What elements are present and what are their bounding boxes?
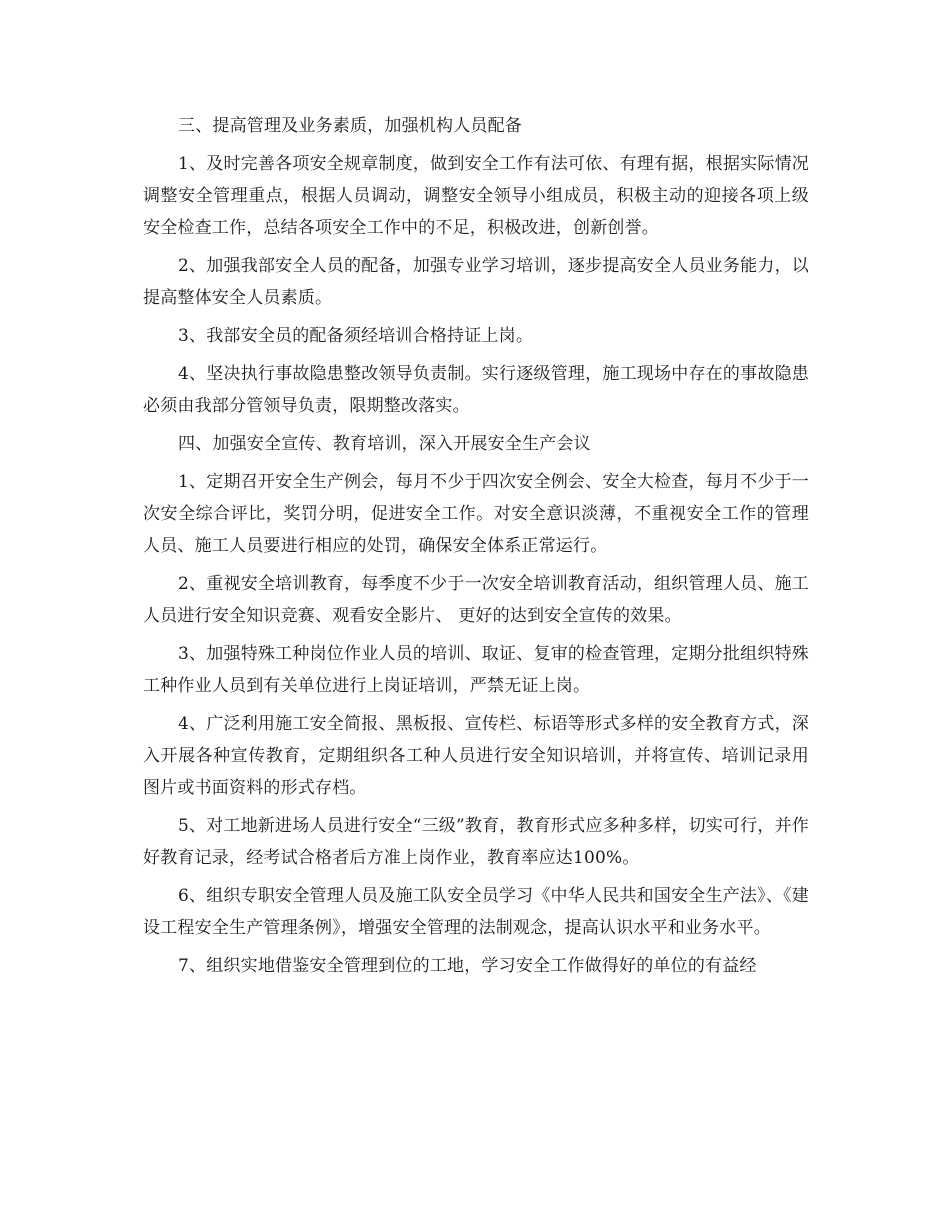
paragraph-3-1: 1、及时完善各项安全规章制度，做到安全工作有法可依、有理有据，根据实际情况调整安全管理重点，根据人员调动，调整安全领导小组成员，积极主动的迎接各项上级安全检查工作，总结各项安全工作中的不足，积极改进，创新创誉。 bbox=[143, 154, 809, 238]
section-heading-4: 四、加强安全宣传、教育培训，深入开展安全生产会议 bbox=[178, 434, 591, 454]
paragraph-4-3: 3、加强特殊工种岗位作业人员的培训、取证、复审的检查管理，定期分批组织特殊工种作业人员到有关单位进行上岗证培训，严禁无证上岗。 bbox=[143, 644, 809, 696]
paragraph-4-2: 2、重视安全培训教育，每季度不少于一次安全培训教育活动，组织管理人员、施工人员进行安全知识竞赛、观看安全影片、 更好的达到安全宣传的效果。 bbox=[143, 574, 809, 626]
section-heading-3: 三、提高管理及业务素质，加强机构人员配备 bbox=[178, 116, 522, 136]
paragraph-4-6: 6、组织专职安全管理人员及施工队安全员学习《中华人民共和国安全生产法》、《建设工程安全生产管理条例》，增强安全管理的法制观念，提高认识水平和业务水平。 bbox=[143, 886, 809, 938]
paragraph-3-4: 4、坚决执行事故隐患整改领导负责制。实行逐级管理，施工现场中存在的事故隐患必须由我部分管领导负责，限期整改落实。 bbox=[143, 364, 809, 416]
paragraph-3-2: 2、加强我部安全人员的配备，加强专业学习培训，逐步提高安全人员业务能力，以提高整体安全人员素质。 bbox=[143, 256, 809, 308]
paragraph-4-7: 7、组织实地借鉴安全管理到位的工地，学习安全工作做得好的单位的有益经 bbox=[178, 956, 757, 976]
paragraph-4-1: 1、定期召开安全生产例会，每月不少于四次安全例会、安全大检查，每月不少于一次安全综合评比，奖罚分明，促进安全工作。对安全意识淡薄，不重视安全工作的管理人员、施工人员要进行相应的处罚，确保安全体系正常运行。 bbox=[143, 472, 809, 556]
document-body bbox=[143, 110, 809, 988]
paragraph-3-3: 3、我部安全员的配备须经培训合格持证上岗。 bbox=[178, 326, 534, 346]
paragraph-4-5: 5、对工地新进场人员进行安全“三级”教育，教育形式应多种多样，切实可行，并作好教育记录，经考试合格者后方准上岗作业，教育率应达100%。 bbox=[143, 816, 809, 868]
paragraph-4-4: 4、广泛利用施工安全简报、黑板报、宣传栏、标语等形式多样的安全教育方式，深入开展各种宣传教育，定期组织各工种人员进行安全知识培训，并将宣传、培训记录用图片或书面资料的形式存档。 bbox=[143, 714, 809, 798]
